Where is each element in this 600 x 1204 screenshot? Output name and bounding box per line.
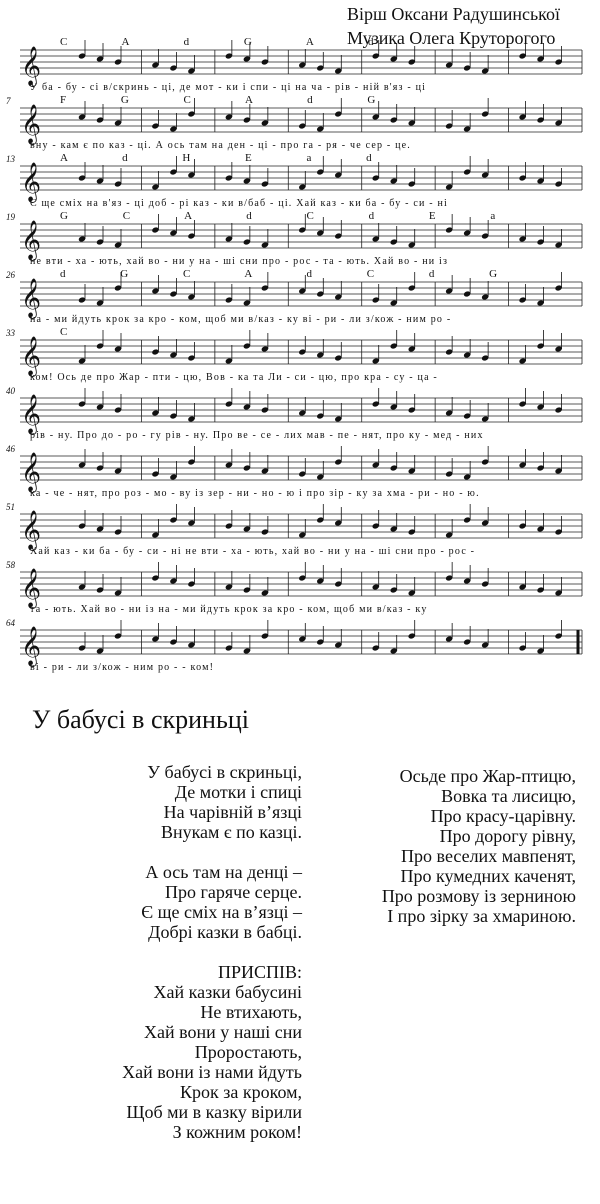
verse-line: Крок за кроком, [180, 1082, 302, 1102]
verse-column-left [40, 762, 302, 1142]
sheet-music [0, 30, 600, 690]
verse-line: Хай казки бабусині [153, 982, 302, 1002]
treble-clef-icon: 𝄞 [21, 452, 42, 492]
verse-line: Про дорогу рівну, [439, 826, 576, 846]
stanza-gap [40, 942, 302, 962]
measure-number: 26 [6, 270, 15, 280]
staff-lines [0, 30, 600, 690]
lyric-line: та - ють. Хай во - ни із на - ми йдуть крок за кро - ком, щоб ми в/каз - ку [30, 604, 428, 615]
treble-clef-icon: 𝄞 [21, 568, 42, 608]
lyric-line: У ба - бу - сі в/скринь - ці, де мот - ки і спи - ці на ча - рів - ній в'яз - ці [30, 82, 427, 93]
stanza-gap [40, 842, 302, 862]
measure-number: 13 [6, 154, 15, 164]
lyric-line: вну - кам є по каз - ці. А ось там на ден - ці - про га - ря - че сер - це. [30, 140, 412, 151]
chord-symbols [60, 442, 560, 454]
lyric-line: ком! Ось де про Жар - пти - цю, Вов - ка та Ли - си - цю, про кра - су - ца - [30, 372, 438, 383]
measure-number: 7 [6, 96, 11, 106]
verse-line: У бабусі в скриньці, [147, 762, 302, 782]
chord-symbols: d G C A d C d G [60, 268, 498, 280]
chord-symbols: A d H E a d [60, 152, 372, 164]
song-title: У бабусі в скриньці [32, 705, 249, 734]
verse-line: Проростають, [194, 1042, 302, 1062]
measure-number: 19 [6, 212, 15, 222]
poet-credit: Вірш Оксани Радушинської [347, 4, 560, 24]
chord-symbols [60, 558, 560, 570]
verse-line: Добрі казки в бабці. [148, 922, 302, 942]
verse-line: З кожним роком! [172, 1122, 302, 1142]
lyric-line: рів - ну. Про до - ро - гу рів - ну. Про ве - се - лих мав - пе - нят, про ку - мед - них [30, 430, 484, 441]
verse-line: Про веселих мавпенят, [401, 846, 576, 866]
verse-line: Вовка та лисицю, [441, 786, 576, 806]
treble-clef-icon: 𝄞 [21, 336, 42, 376]
verse-line: Де мотки і спиці [174, 782, 302, 802]
verse-line: Про красу-царівну. [430, 806, 576, 826]
treble-clef-icon: 𝄞 [21, 510, 42, 550]
lyric-line: Є ще сміх на в'яз - ці доб - рі каз - ки в/баб - ці. Хай каз - ки ба - бу - си - ні [30, 198, 448, 209]
treble-clef-icon: 𝄞 [21, 46, 42, 86]
measure-number: 58 [6, 560, 15, 570]
verse-line: А ось там на денці – [145, 862, 302, 882]
verse-line: Хай вони у наші сни [143, 1022, 302, 1042]
verse-line: Хай вони із нами йдуть [122, 1062, 302, 1082]
treble-clef-icon: 𝄞 [21, 278, 42, 318]
chord-symbols [60, 500, 560, 512]
measure-number: 64 [6, 618, 15, 628]
treble-clef-icon: 𝄞 [21, 162, 42, 202]
verse-line: Є ще сміх на в’язці – [141, 902, 302, 922]
chord-symbols: F G C A d G [60, 94, 376, 106]
chord-symbols: G C A d C d E a [60, 210, 496, 222]
lyric-line: ві - ри - ли з/кож - ним ро - - ком! [30, 662, 215, 673]
measure-number: 40 [6, 386, 15, 396]
treble-clef-icon: 𝄞 [21, 104, 42, 144]
lyric-line: Хай каз - ки ба - бу - си - ні не вти - ха - ють, хай во - ни у на - ші сни про - рос - [30, 546, 476, 557]
verse-line: Про гаряче серце. [164, 882, 302, 902]
verse-column-right [330, 766, 576, 926]
verse-line: ПРИСПІВ: [217, 962, 302, 982]
measure-number: 33 [6, 328, 15, 338]
lyric-line: не вти - ха - ють, хай во - ни у на - ші сни про - рос - та - ють. Хай во - ни із [30, 256, 449, 267]
chord-symbols: C [60, 326, 68, 338]
verse-line: Про кумедних каченят, [400, 866, 576, 886]
chord-symbols [60, 384, 560, 396]
chord-symbols: C A d G A d [60, 36, 374, 48]
lyric-line: на - ми йдуть крок за кро - ком, щоб ми в/каз - ку ві - ри - ли з/кож - ним ро - [30, 314, 452, 325]
verse-line: Не втихають, [200, 1002, 302, 1022]
verse-line: І про зірку за хмариною. [387, 906, 576, 926]
measure-number: 46 [6, 444, 15, 454]
verse-line: Щоб ми в казку вірили [126, 1102, 302, 1122]
chord-symbols [60, 616, 560, 628]
composer-credit: Музика Олега Круторогого [347, 28, 556, 48]
verse-line: На чарівній в’язці [163, 802, 302, 822]
verse-line: Осьде про Жар-птицю, [399, 766, 576, 786]
measure-number: 51 [6, 502, 15, 512]
treble-clef-icon: 𝄞 [21, 394, 42, 434]
lyric-line: ка - че - нят, про роз - мо - ву із зер - ни - но - ю і про зір - ку за хма - ри - но - ю. [30, 488, 480, 499]
treble-clef-icon: 𝄞 [21, 626, 42, 666]
treble-clef-icon: 𝄞 [21, 220, 42, 260]
verse-line: Про розмову із зерниною [381, 886, 576, 906]
verse-line: Внукам є по казці. [160, 822, 302, 842]
